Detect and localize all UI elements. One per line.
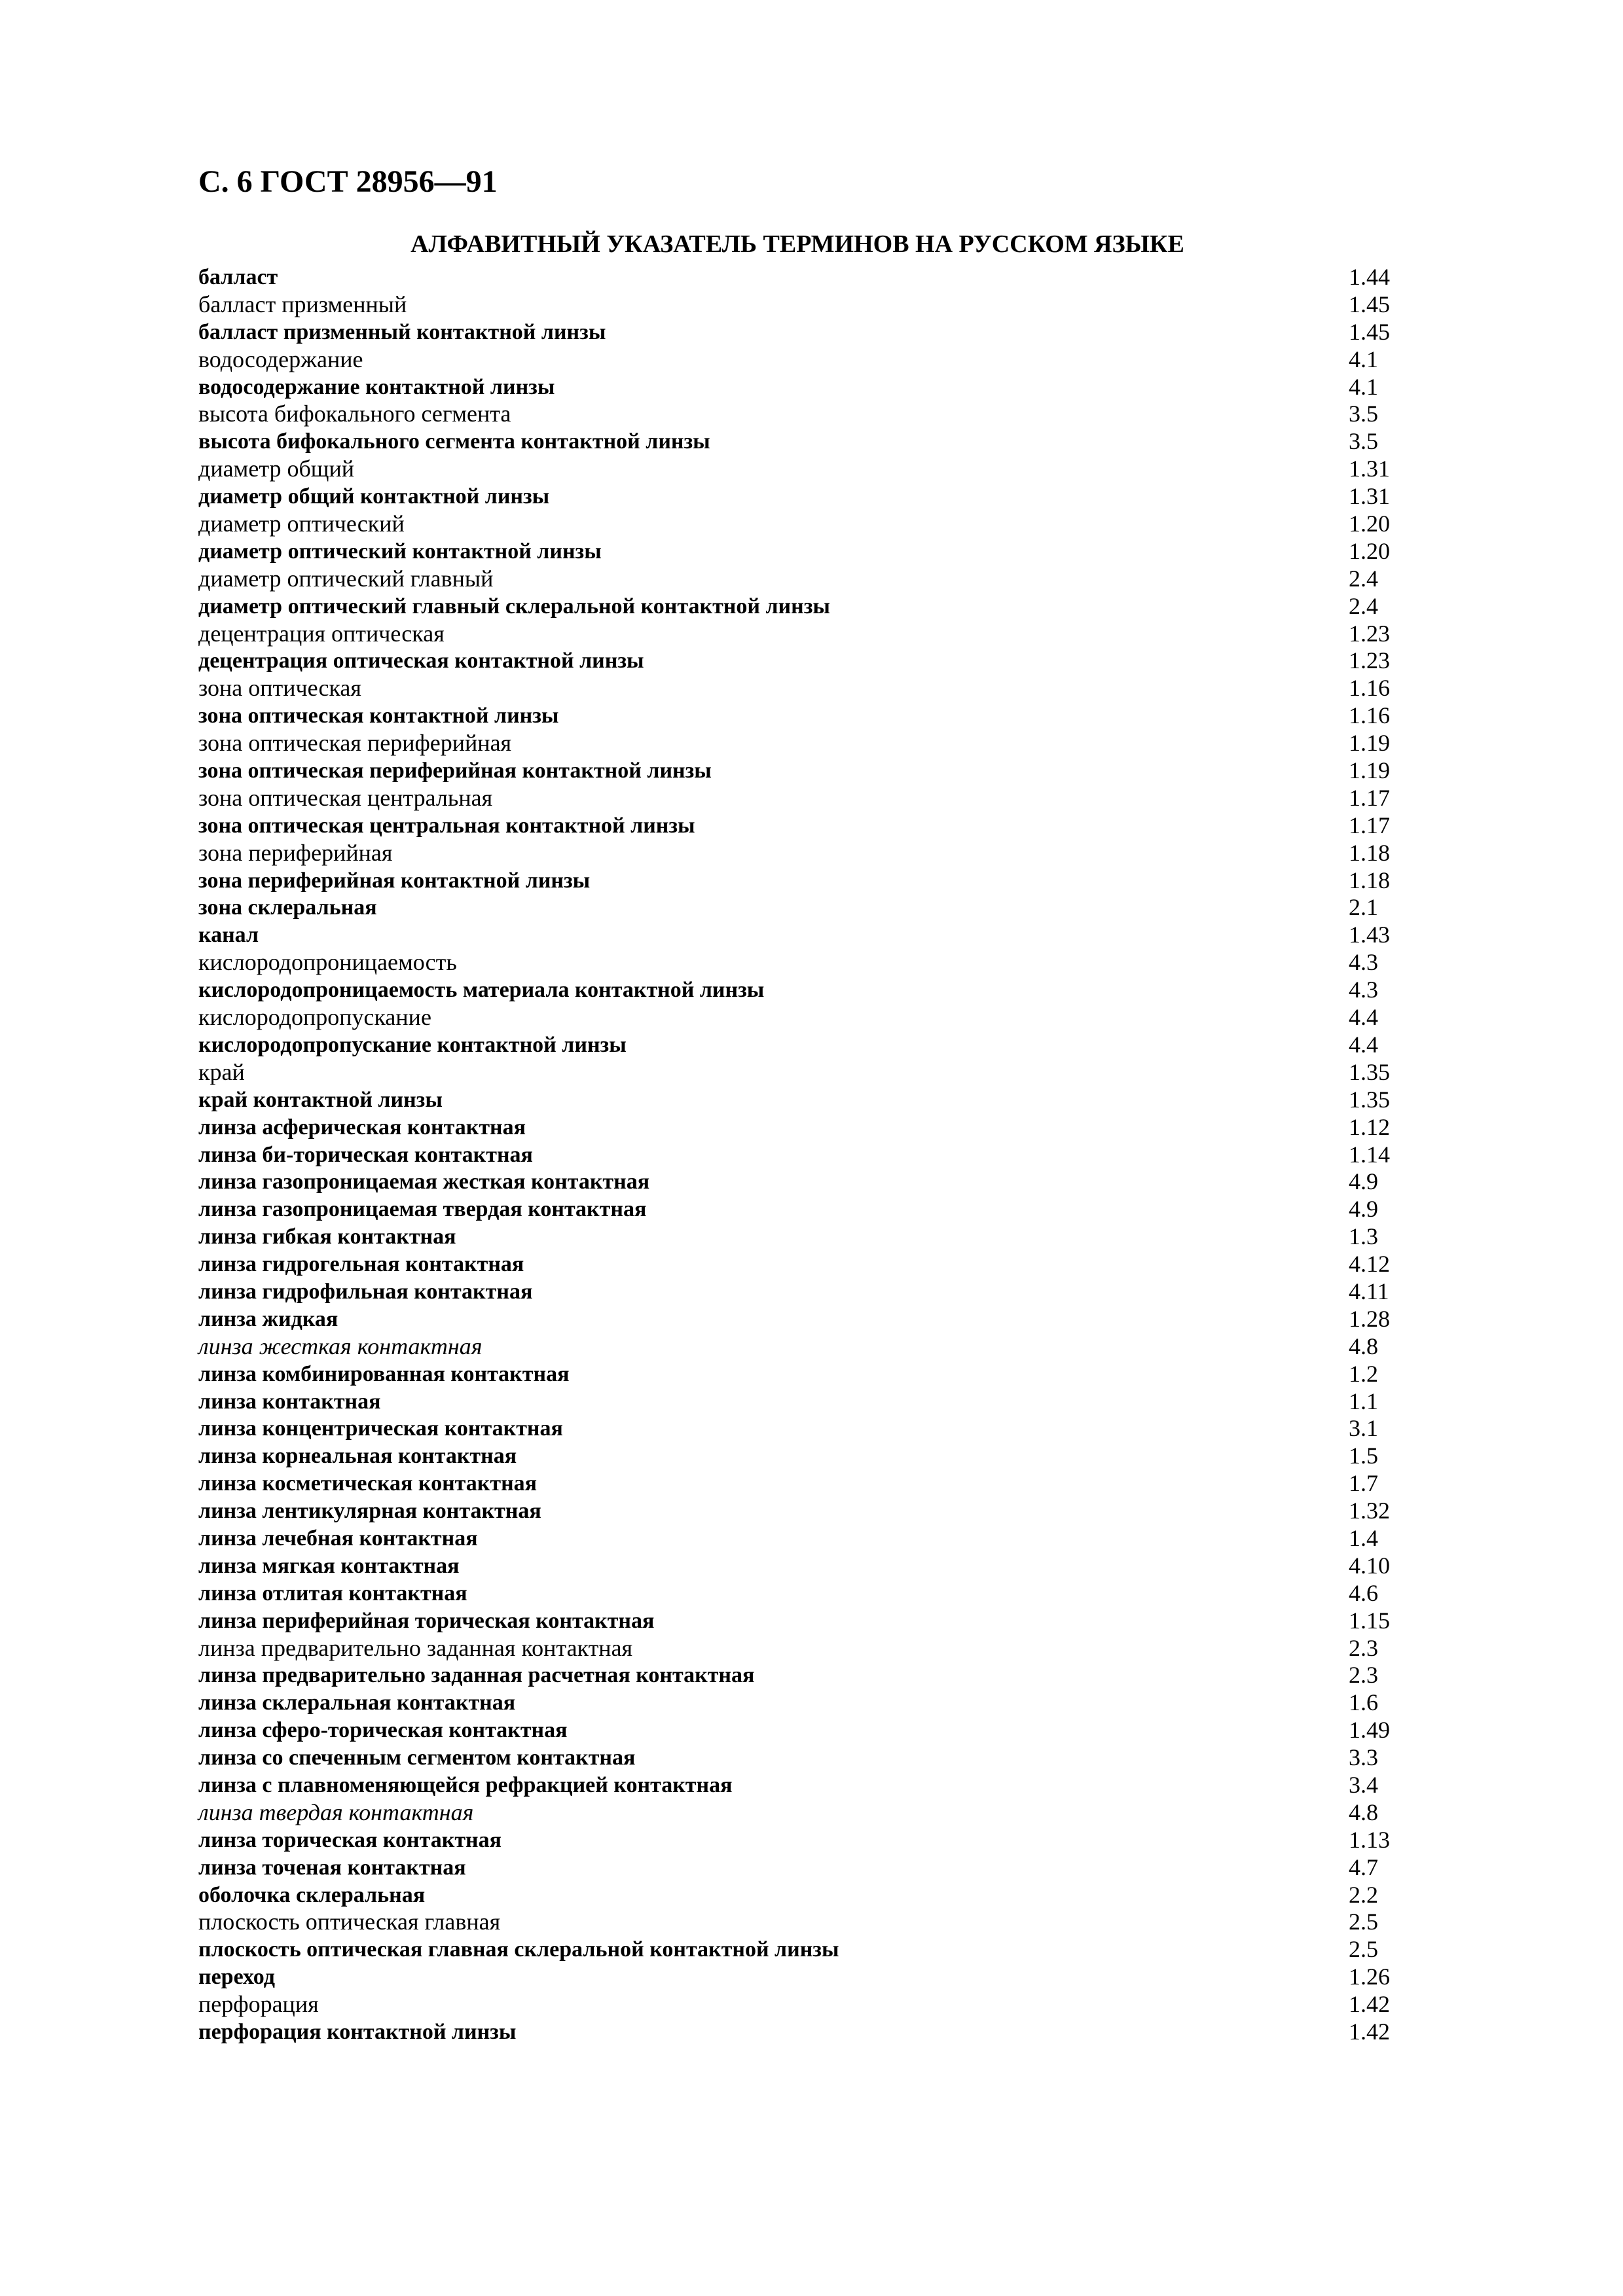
- entry-term: переход: [198, 1965, 275, 1990]
- index-entry: [198, 291, 1410, 319]
- entry-term: балласт: [198, 265, 278, 289]
- index-entry: [198, 675, 1410, 702]
- entry-ref: 1.45: [1349, 318, 1390, 345]
- index-entry: [198, 730, 1410, 757]
- entry-term: кислородопропускание контактной линзы: [198, 1032, 627, 1057]
- entry-term: диаметр оптический: [198, 511, 405, 537]
- index-entry: [198, 1415, 1410, 1443]
- index-entry: [198, 1936, 1410, 1964]
- entry-term: высота бифокального сегмента: [198, 401, 511, 427]
- index-entry: [198, 1361, 1410, 1388]
- entry-ref: 1.5: [1349, 1443, 1378, 1469]
- index-entry: [198, 1031, 1410, 1059]
- entry-term: балласт призменный: [198, 291, 407, 317]
- entry-term: линза гибкая контактная: [198, 1225, 456, 1249]
- entry-ref: 4.8: [1349, 1799, 1378, 1825]
- term-index: [198, 264, 1410, 2046]
- entry-ref: 2.5: [1349, 1909, 1378, 1935]
- entry-ref: 1.42: [1349, 1991, 1390, 2018]
- entry-term: линза периферийная торическая контактная: [198, 1608, 655, 1633]
- entry-ref: 4.9: [1349, 1168, 1378, 1195]
- entry-ref: 4.4: [1349, 1031, 1378, 1058]
- entry-ref: 1.4: [1349, 1524, 1378, 1551]
- index-entry: [198, 538, 1410, 565]
- entry-term: линза твердая контактная: [198, 1799, 474, 1825]
- entry-ref: 4.1: [1349, 346, 1378, 372]
- index-entry: [198, 1278, 1410, 1306]
- index-entry: [198, 757, 1410, 785]
- index-entry: [198, 1443, 1410, 1470]
- entry-ref: 1.44: [1349, 264, 1390, 290]
- entry-ref: 1.31: [1349, 456, 1390, 482]
- index-entry: [198, 785, 1410, 812]
- index-entry: [198, 1333, 1410, 1361]
- entry-ref: 1.26: [1349, 1964, 1390, 1990]
- entry-term: край: [198, 1058, 245, 1085]
- entry-term: балласт призменный контактной линзы: [198, 319, 606, 344]
- entry-ref: 3.1: [1349, 1415, 1378, 1442]
- index-entry: [198, 1772, 1410, 1799]
- entry-ref: 2.4: [1349, 565, 1378, 592]
- index-entry: [198, 1306, 1410, 1333]
- entry-ref: 1.14: [1349, 1141, 1390, 1168]
- entry-ref: 3.3: [1349, 1744, 1378, 1771]
- entry-ref: 4.1: [1349, 373, 1378, 400]
- entry-ref: 1.42: [1349, 2018, 1390, 2045]
- index-entry: [198, 620, 1410, 648]
- entry-term: линза косметическая контактная: [198, 1471, 538, 1496]
- entry-term: линза комбинированная контактная: [198, 1361, 570, 1386]
- entry-ref: 2.5: [1349, 1936, 1378, 1963]
- entry-term: линза газопроницаемая жесткая контактная: [198, 1170, 650, 1194]
- index-entry: [198, 1168, 1410, 1196]
- entry-term: диаметр оптический главный: [198, 565, 494, 592]
- index-entry: [198, 264, 1410, 291]
- entry-ref: 1.6: [1349, 1689, 1378, 1716]
- entry-term: линза лечебная контактная: [198, 1526, 478, 1551]
- entry-term: зона оптическая центральная контактной линзы: [198, 813, 695, 838]
- entry-ref: 1.43: [1349, 922, 1390, 948]
- index-entry: [198, 1223, 1410, 1251]
- index-entry: [198, 1882, 1410, 1909]
- index-entry: [198, 1799, 1410, 1827]
- entry-ref: 1.15: [1349, 1607, 1390, 1634]
- index-entry: [198, 1744, 1410, 1772]
- entry-term: кислородопроницаемость материала контактной линзы: [198, 978, 765, 1003]
- entry-term: зона оптическая периферийная контактной линзы: [198, 759, 712, 783]
- entry-term: перфорация: [198, 1991, 319, 2018]
- entry-ref: 1.18: [1349, 839, 1390, 866]
- entry-term: высота бифокального сегмента контактной линзы: [198, 429, 710, 454]
- entry-term: плоскость оптическая главная: [198, 1909, 501, 1935]
- page-header: С. 6 ГОСТ 28956—91: [198, 164, 498, 199]
- entry-ref: 1.35: [1349, 1086, 1390, 1113]
- entry-ref: 1.1: [1349, 1388, 1378, 1414]
- index-entry: [198, 812, 1410, 840]
- index-entry: [198, 867, 1410, 895]
- entry-ref: 3.5: [1349, 428, 1378, 455]
- entry-ref: 1.23: [1349, 620, 1390, 647]
- entry-term: линза контактная: [198, 1389, 381, 1414]
- entry-ref: 1.12: [1349, 1113, 1390, 1140]
- index-entry: [198, 1964, 1410, 1991]
- entry-term: край контактной линзы: [198, 1087, 443, 1112]
- entry-ref: 4.4: [1349, 1004, 1378, 1031]
- entry-ref: 1.3: [1349, 1223, 1378, 1250]
- index-entry: [198, 647, 1410, 675]
- entry-term: зона оптическая периферийная: [198, 730, 512, 757]
- entry-term: линза жидкая: [198, 1306, 338, 1331]
- entry-ref: 2.4: [1349, 592, 1378, 619]
- entry-term: оболочка склеральная: [198, 1882, 426, 1907]
- index-entry: [198, 702, 1410, 730]
- entry-term: зона оптическая центральная: [198, 784, 493, 811]
- entry-term: линза жесткая контактная: [198, 1333, 483, 1359]
- entry-term: канал: [198, 923, 259, 948]
- entry-ref: 1.16: [1349, 702, 1390, 729]
- entry-ref: 1.18: [1349, 867, 1390, 893]
- entry-term: линза со спеченным сегментом контактная: [198, 1746, 636, 1770]
- entry-term: зона периферийная: [198, 839, 393, 866]
- index-entry: [198, 977, 1410, 1004]
- index-entry: [198, 428, 1410, 456]
- entry-ref: 4.10: [1349, 1552, 1390, 1579]
- entry-term: линза точеная контактная: [198, 1855, 466, 1880]
- entry-term: линза сферо-торическая контактная: [198, 1718, 568, 1743]
- index-entry: [198, 1114, 1410, 1141]
- entry-term: диаметр общий: [198, 456, 355, 482]
- entry-ref: 4.6: [1349, 1579, 1378, 1606]
- entry-ref: 4.3: [1349, 977, 1378, 1003]
- entry-term: зона периферийная контактной линзы: [198, 868, 591, 893]
- entry-ref: 3.5: [1349, 401, 1378, 427]
- index-entry: [198, 565, 1410, 593]
- entry-term: децентрация оптическая контактной линзы: [198, 649, 644, 673]
- entry-ref: 1.17: [1349, 784, 1390, 811]
- index-entry: [198, 1141, 1410, 1169]
- entry-ref: 2.3: [1349, 1634, 1378, 1661]
- entry-ref: 1.31: [1349, 483, 1390, 510]
- entry-term: линза асферическая контактная: [198, 1115, 526, 1139]
- entry-term: зона оптическая контактной линзы: [198, 704, 559, 728]
- entry-ref: 1.49: [1349, 1717, 1390, 1744]
- index-entry: [198, 1717, 1410, 1744]
- entry-ref: 1.13: [1349, 1826, 1390, 1853]
- index-entry: [198, 1004, 1410, 1031]
- entry-term: диаметр общий контактной линзы: [198, 484, 550, 509]
- index-entry: [198, 456, 1410, 483]
- entry-ref: 4.12: [1349, 1251, 1390, 1278]
- index-entry: [198, 1552, 1410, 1580]
- index-entry: [198, 1854, 1410, 1882]
- entry-ref: 1.2: [1349, 1360, 1378, 1387]
- entry-term: линза корнеальная контактная: [198, 1444, 517, 1469]
- index-entry: [198, 1086, 1410, 1114]
- index-entry: [198, 1470, 1410, 1498]
- entry-ref: 3.4: [1349, 1771, 1378, 1798]
- entry-ref: 1.17: [1349, 812, 1390, 838]
- index-entry: [198, 1635, 1410, 1662]
- index-entry: [198, 1607, 1410, 1635]
- entry-term: линза предварительно заданная контактная: [198, 1634, 633, 1661]
- entry-term: диаметр оптический главный склеральной контактной линзы: [198, 594, 830, 619]
- entry-term: водосодержание контактной линзы: [198, 374, 555, 399]
- entry-ref: 1.19: [1349, 730, 1390, 757]
- entry-term: децентрация оптическая: [198, 620, 445, 647]
- entry-term: зона склеральная: [198, 895, 377, 920]
- entry-ref: 2.1: [1349, 894, 1378, 921]
- entry-ref: 1.7: [1349, 1470, 1378, 1497]
- entry-term: диаметр оптический контактной линзы: [198, 539, 602, 564]
- entry-term: линза гидрофильная контактная: [198, 1279, 533, 1304]
- index-entry: [198, 1525, 1410, 1552]
- entry-ref: 4.9: [1349, 1196, 1378, 1223]
- entry-term: линза би-торическая контактная: [198, 1142, 533, 1167]
- entry-ref: 4.11: [1349, 1278, 1389, 1304]
- entry-term: плоскость оптическая главная склеральной контактной линзы: [198, 1937, 839, 1962]
- index-entry: [198, 374, 1410, 401]
- entry-ref: 2.2: [1349, 1881, 1378, 1908]
- entry-term: кислородопроницаемость: [198, 949, 457, 976]
- entry-ref: 4.3: [1349, 949, 1378, 976]
- index-entry: [198, 894, 1410, 922]
- entry-ref: 2.3: [1349, 1662, 1378, 1689]
- entry-term: зона оптическая: [198, 675, 361, 702]
- index-entry: [198, 346, 1410, 374]
- index-title: АЛФАВИТНЫЙ УКАЗАТЕЛЬ ТЕРМИНОВ НА РУССКОМ ЯЗЫКЕ: [410, 230, 1184, 258]
- index-entry: [198, 2018, 1410, 2046]
- entry-term: линза газопроницаемая твердая контактная: [198, 1197, 647, 1222]
- index-entry: [198, 1196, 1410, 1223]
- entry-ref: 1.20: [1349, 511, 1390, 537]
- entry-term: водосодержание: [198, 346, 363, 372]
- index-entry: [198, 1580, 1410, 1607]
- entry-term: линза предварительно заданная расчетная контактная: [198, 1663, 755, 1688]
- entry-ref: 1.32: [1349, 1498, 1390, 1524]
- index-entry: [198, 840, 1410, 867]
- index-entry: [198, 511, 1410, 538]
- index-entry: [198, 1498, 1410, 1525]
- index-entry: [198, 1662, 1410, 1689]
- index-entry: [198, 1991, 1410, 2018]
- entry-term: линза гидрогельная контактная: [198, 1252, 524, 1277]
- index-entry: [198, 401, 1410, 428]
- index-entry: [198, 1827, 1410, 1854]
- entry-term: кислородопропускание: [198, 1004, 431, 1031]
- entry-ref: 1.28: [1349, 1305, 1390, 1332]
- entry-term: линза склеральная контактная: [198, 1691, 516, 1715]
- entry-ref: 1.45: [1349, 291, 1390, 317]
- index-entry: [198, 1059, 1410, 1086]
- entry-ref: 4.8: [1349, 1333, 1378, 1359]
- entry-term: линза с плавноменяющейся рефракцией контактная: [198, 1772, 733, 1797]
- entry-ref: 1.16: [1349, 675, 1390, 702]
- entry-ref: 4.7: [1349, 1854, 1378, 1880]
- entry-ref: 1.19: [1349, 757, 1390, 784]
- index-entry: [198, 1388, 1410, 1416]
- entry-term: перфорация контактной линзы: [198, 2020, 517, 2044]
- entry-term: линза торическая контактная: [198, 1827, 502, 1852]
- entry-ref: 1.35: [1349, 1058, 1390, 1085]
- index-entry: [198, 483, 1410, 511]
- entry-term: линза концентрическая контактная: [198, 1416, 563, 1441]
- entry-ref: 1.20: [1349, 537, 1390, 564]
- index-entry: [198, 1251, 1410, 1278]
- index-entry: [198, 949, 1410, 977]
- entry-ref: 1.23: [1349, 647, 1390, 674]
- entry-term: линза лентикулярная контактная: [198, 1499, 541, 1524]
- entry-term: линза мягкая контактная: [198, 1553, 460, 1578]
- index-entry: [198, 922, 1410, 949]
- index-entry: [198, 1909, 1410, 1936]
- entry-term: линза отлитая контактная: [198, 1581, 467, 1605]
- index-entry: [198, 319, 1410, 346]
- index-entry: [198, 1689, 1410, 1717]
- index-entry: [198, 593, 1410, 620]
